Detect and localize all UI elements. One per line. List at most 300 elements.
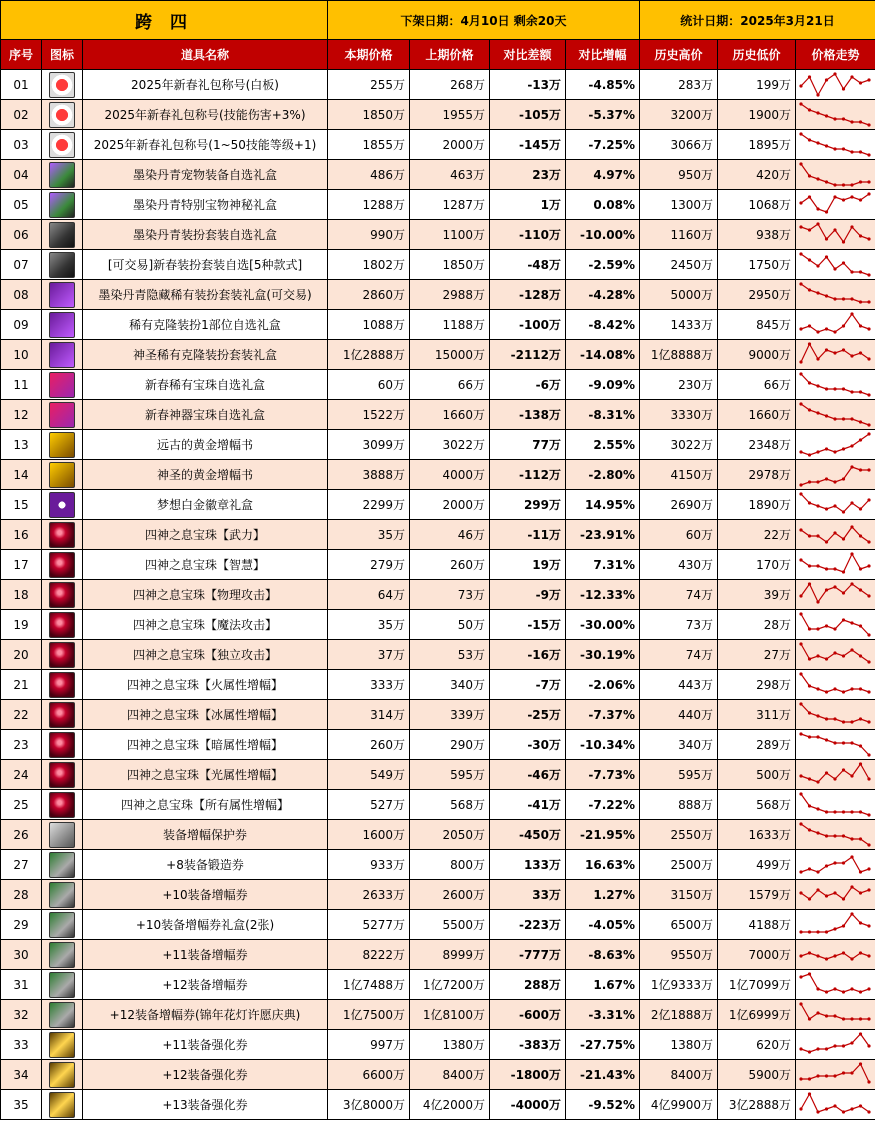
history-high: 2亿1888万 (640, 1000, 718, 1030)
price-difference: -7万 (490, 670, 566, 700)
history-high: 340万 (640, 730, 718, 760)
previous-price: 1188万 (410, 310, 490, 340)
row-index: 20 (1, 640, 42, 670)
change-rate: -4.05% (566, 910, 640, 940)
change-rate: -8.63% (566, 940, 640, 970)
history-high: 3330万 (640, 400, 718, 430)
trend-point (825, 771, 828, 774)
row-index: 30 (1, 940, 42, 970)
history-high: 8400万 (640, 1060, 718, 1090)
history-low: 1亿7099万 (718, 970, 796, 1000)
change-rate: -4.28% (566, 280, 640, 310)
current-price: 1亿2888万 (328, 340, 410, 370)
trend-point (799, 327, 802, 330)
history-low: 500万 (718, 760, 796, 790)
trend-point (842, 741, 845, 744)
current-price: 1亿7488万 (328, 970, 410, 1000)
trend-sparkline (798, 341, 872, 368)
trend-point (850, 648, 853, 651)
amplify-ticket-icon (49, 972, 75, 998)
trend-sparkline (798, 701, 872, 728)
history-low: 2978万 (718, 460, 796, 490)
trend-point (859, 588, 862, 591)
history-low: 568万 (718, 790, 796, 820)
current-price: 2299万 (328, 490, 410, 520)
trend-point (808, 324, 811, 327)
table-row (1, 1060, 875, 1090)
history-high: 3066万 (640, 130, 718, 160)
table-row (1, 550, 875, 580)
row-index: 09 (1, 310, 42, 340)
item-name: 四神之息宝珠【魔法攻击】 (83, 610, 328, 640)
trend-point (808, 897, 811, 900)
row-index: 32 (1, 1000, 42, 1030)
red-gem-icon (49, 762, 75, 788)
amplify-ticket-icon (49, 912, 75, 938)
trend-point (799, 252, 802, 255)
gift-icon (49, 102, 75, 128)
trend-line (801, 224, 869, 242)
history-low: 66万 (718, 370, 796, 400)
col-header-index: 序号 (1, 40, 42, 70)
change-rate: -8.42% (566, 310, 640, 340)
history-low: 199万 (718, 70, 796, 100)
ink-box-icon (49, 162, 75, 188)
trend-point (867, 498, 870, 501)
gold-book-icon (49, 462, 75, 488)
trend-point (867, 753, 870, 756)
trend-cell (796, 670, 875, 700)
trend-point (825, 957, 828, 960)
trend-point (816, 687, 819, 690)
price-difference: -110万 (490, 220, 566, 250)
previous-price: 290万 (410, 730, 490, 760)
trend-sparkline (798, 971, 872, 998)
red-gem-icon (49, 672, 75, 698)
trend-point (850, 1071, 853, 1074)
table-row (1, 310, 875, 340)
item-name: +8装备锻造券 (83, 850, 328, 880)
previous-price: 1660万 (410, 400, 490, 430)
item-name: +13装备强化券 (83, 1090, 328, 1120)
row-icon-cell (42, 70, 83, 100)
col-header-previous-price: 上期价格 (410, 40, 490, 70)
table-row (1, 1030, 875, 1060)
row-icon-cell (42, 190, 83, 220)
trend-point (816, 780, 819, 783)
previous-price: 50万 (410, 610, 490, 640)
trend-point (808, 711, 811, 714)
table-row (1, 970, 875, 1000)
trend-cell (796, 460, 875, 490)
row-index: 25 (1, 790, 42, 820)
trend-point (859, 744, 862, 747)
trend-point (859, 300, 862, 303)
trend-point (808, 408, 811, 411)
trend-point (833, 504, 836, 507)
previous-price: 268万 (410, 70, 490, 100)
table-row (1, 700, 875, 730)
trend-point (833, 1014, 836, 1017)
trend-point (799, 1077, 802, 1080)
history-low: 499万 (718, 850, 796, 880)
price-difference: -450万 (490, 820, 566, 850)
history-low: 4188万 (718, 910, 796, 940)
price-difference: -25万 (490, 700, 566, 730)
previous-price: 8400万 (410, 1060, 490, 1090)
trend-point (859, 420, 862, 423)
table-row (1, 790, 875, 820)
trend-sparkline (798, 161, 872, 188)
red-gem-icon (49, 702, 75, 728)
history-high: 2550万 (640, 820, 718, 850)
change-rate: -21.95% (566, 820, 640, 850)
row-icon-cell (42, 580, 83, 610)
trend-point (867, 867, 870, 870)
trend-line (801, 164, 869, 185)
trend-point (850, 270, 853, 273)
previous-price: 339万 (410, 700, 490, 730)
history-high: 1300万 (640, 190, 718, 220)
trend-cell (796, 70, 875, 100)
trend-point (816, 141, 819, 144)
trend-point (816, 111, 819, 114)
row-icon-cell (42, 1030, 83, 1060)
previous-price: 53万 (410, 640, 490, 670)
current-price: 2633万 (328, 880, 410, 910)
change-rate: -2.80% (566, 460, 640, 490)
trend-point (850, 183, 853, 186)
trend-point (825, 864, 828, 867)
history-high: 4亿9900万 (640, 1090, 718, 1120)
gift-icon (49, 72, 75, 98)
trend-point (867, 237, 870, 240)
price-difference: -1800万 (490, 1060, 566, 1090)
row-index: 14 (1, 460, 42, 490)
row-icon-cell (42, 220, 83, 250)
trend-point (799, 1107, 802, 1110)
row-icon-cell (42, 610, 83, 640)
trend-point (859, 351, 862, 354)
trend-point (816, 1074, 819, 1077)
red-gem-icon (49, 792, 75, 818)
trend-cell (796, 310, 875, 340)
change-rate: -12.33% (566, 580, 640, 610)
row-icon-cell (42, 340, 83, 370)
trend-point (825, 114, 828, 117)
price-difference: -46万 (490, 760, 566, 790)
current-price: 314万 (328, 700, 410, 730)
trend-point (816, 807, 819, 810)
trend-point (825, 78, 828, 81)
trend-cell (796, 100, 875, 130)
price-difference: 1万 (490, 190, 566, 220)
trend-point (842, 618, 845, 621)
trend-point (808, 288, 811, 291)
purple-box-icon (49, 282, 75, 308)
ink-dark-box-icon (49, 222, 75, 248)
trend-point (808, 582, 811, 585)
trend-point (867, 78, 870, 81)
purple-box-icon (49, 312, 75, 338)
trend-point (816, 450, 819, 453)
previous-price: 2600万 (410, 880, 490, 910)
item-name: 四神之息宝珠【独立攻击】 (83, 640, 328, 670)
trend-point (850, 390, 853, 393)
trend-point (867, 888, 870, 891)
trend-point (842, 198, 845, 201)
shield-ticket-icon (49, 822, 75, 848)
trend-point (808, 228, 811, 231)
item-name: 四神之息宝珠【光属性增幅】 (83, 760, 328, 790)
trend-point (850, 720, 853, 723)
trend-point (867, 1044, 870, 1047)
row-index: 13 (1, 430, 42, 460)
trend-point (816, 177, 819, 180)
current-price: 35万 (328, 610, 410, 640)
trend-point (825, 894, 828, 897)
trend-point (833, 297, 836, 300)
item-name: 远古的黄金增幅书 (83, 430, 328, 460)
row-index: 17 (1, 550, 42, 580)
trend-point (816, 654, 819, 657)
trend-point (842, 690, 845, 693)
removal-date: 下架日期：4月10日 剩余20天 (328, 1, 640, 40)
trend-cell (796, 820, 875, 850)
trend-point (850, 885, 853, 888)
current-price: 2860万 (328, 280, 410, 310)
item-name: 神圣的黄金增幅书 (83, 460, 328, 490)
trend-point (799, 792, 802, 795)
red-gem-icon (49, 612, 75, 638)
trend-point (799, 702, 802, 705)
row-index: 29 (1, 910, 42, 940)
trend-point (867, 1017, 870, 1020)
item-name: 新春稀有宝珠自选礼盒 (83, 370, 328, 400)
col-header-history-high: 历史高价 (640, 40, 718, 70)
history-high: 2500万 (640, 850, 718, 880)
history-low: 22万 (718, 520, 796, 550)
trend-point (825, 1047, 828, 1050)
row-icon-cell (42, 490, 83, 520)
red-gem-icon (49, 552, 75, 578)
change-rate: 0.08% (566, 190, 640, 220)
trend-cell (796, 910, 875, 940)
trend-point (867, 123, 870, 126)
trend-point (859, 468, 862, 471)
trend-sparkline (798, 1091, 872, 1118)
history-low: 1633万 (718, 820, 796, 850)
trend-point (833, 183, 836, 186)
trend-point (867, 273, 870, 276)
trend-point (859, 390, 862, 393)
change-rate: -30.00% (566, 610, 640, 640)
trend-sparkline (798, 581, 872, 608)
price-difference: 33万 (490, 880, 566, 910)
trend-point (867, 432, 870, 435)
table-row (1, 400, 875, 430)
trend-point (799, 132, 802, 135)
row-icon-cell (42, 460, 83, 490)
history-high: 60万 (640, 520, 718, 550)
price-difference: -145万 (490, 130, 566, 160)
trend-point (825, 588, 828, 591)
history-high: 5000万 (640, 280, 718, 310)
current-price: 1855万 (328, 130, 410, 160)
table-row (1, 280, 875, 310)
current-price: 37万 (328, 640, 410, 670)
trend-point (833, 717, 836, 720)
history-low: 620万 (718, 1030, 796, 1060)
previous-price: 1380万 (410, 1030, 490, 1060)
history-high: 595万 (640, 760, 718, 790)
gift-icon (49, 132, 75, 158)
trend-point (816, 987, 819, 990)
previous-price: 4000万 (410, 460, 490, 490)
price-difference: -600万 (490, 1000, 566, 1030)
trend-point (833, 777, 836, 780)
trend-point (816, 954, 819, 957)
col-header-icon: 图标 (42, 40, 83, 70)
red-gem-icon (49, 642, 75, 668)
trend-point (859, 180, 862, 183)
trend-point (867, 468, 870, 471)
row-icon-cell (42, 1060, 83, 1090)
trend-point (859, 762, 862, 765)
row-icon-cell (42, 880, 83, 910)
trend-sparkline (798, 551, 872, 578)
table-row (1, 430, 875, 460)
trend-point (833, 891, 836, 894)
previous-price: 66万 (410, 370, 490, 400)
trend-cell (796, 610, 875, 640)
trend-point (799, 492, 802, 495)
trend-cell (796, 280, 875, 310)
trend-point (825, 930, 828, 933)
trend-point (850, 1107, 853, 1110)
trend-point (816, 222, 819, 225)
trend-point (859, 234, 862, 237)
row-icon-cell (42, 250, 83, 280)
trend-point (842, 897, 845, 900)
change-rate: 14.95% (566, 490, 640, 520)
trend-point (799, 282, 802, 285)
trend-sparkline (798, 491, 872, 518)
trend-point (850, 417, 853, 420)
column-header-row (1, 40, 875, 70)
trend-point (867, 357, 870, 360)
change-rate: -10.00% (566, 220, 640, 250)
previous-price: 4亿2000万 (410, 1090, 490, 1120)
trend-line (801, 74, 869, 95)
table-row (1, 520, 875, 550)
item-name: +12装备强化券 (83, 1060, 328, 1090)
trend-point (859, 837, 862, 840)
row-icon-cell (42, 640, 83, 670)
history-high: 74万 (640, 640, 718, 670)
row-index: 23 (1, 730, 42, 760)
price-difference: -223万 (490, 910, 566, 940)
trend-point (825, 327, 828, 330)
item-name: 四神之息宝珠【火属性增幅】 (83, 670, 328, 700)
price-difference: -16万 (490, 640, 566, 670)
history-low: 3亿2888万 (718, 1090, 796, 1120)
current-price: 260万 (328, 730, 410, 760)
history-low: 1068万 (718, 190, 796, 220)
row-index: 03 (1, 130, 42, 160)
trend-point (799, 822, 802, 825)
row-icon-cell (42, 1090, 83, 1120)
trend-point (825, 210, 828, 213)
trend-point (825, 348, 828, 351)
trend-cell (796, 700, 875, 730)
history-low: 1900万 (718, 100, 796, 130)
trend-line (801, 614, 869, 635)
trend-point (833, 687, 836, 690)
price-difference: -48万 (490, 250, 566, 280)
gold-ticket-icon (49, 1032, 75, 1058)
item-name: 新春神器宝珠自选礼盒 (83, 400, 328, 430)
current-price: 1600万 (328, 820, 410, 850)
trend-sparkline (798, 461, 872, 488)
table-row (1, 100, 875, 130)
trend-point (799, 774, 802, 777)
history-low: 298万 (718, 670, 796, 700)
trend-cell (796, 250, 875, 280)
row-icon-cell (42, 760, 83, 790)
current-price: 1850万 (328, 100, 410, 130)
trend-point (867, 777, 870, 780)
trend-point (842, 261, 845, 264)
trend-point (833, 741, 836, 744)
trend-point (833, 387, 836, 390)
table-row (1, 880, 875, 910)
trend-cell (796, 190, 875, 220)
price-difference: -128万 (490, 280, 566, 310)
history-low: 1890万 (718, 490, 796, 520)
history-high: 283万 (640, 70, 718, 100)
trend-point (867, 327, 870, 330)
gold-ticket-icon (49, 1062, 75, 1088)
trend-point (816, 411, 819, 414)
trend-line (801, 1064, 869, 1082)
previous-price: 73万 (410, 580, 490, 610)
trend-point (833, 810, 836, 813)
trend-cell (796, 850, 875, 880)
trend-point (808, 951, 811, 954)
trend-line (801, 314, 869, 332)
trend-point (842, 417, 845, 420)
trend-point (850, 855, 853, 858)
trend-point (842, 720, 845, 723)
trend-sparkline (798, 821, 872, 848)
trend-point (816, 330, 819, 333)
change-rate: -23.91% (566, 520, 640, 550)
trend-point (833, 861, 836, 864)
trend-cell (796, 160, 875, 190)
change-rate: -10.34% (566, 730, 640, 760)
trend-point (842, 147, 845, 150)
history-high: 74万 (640, 580, 718, 610)
trend-point (825, 477, 828, 480)
item-name: 四神之息宝珠【物理攻击】 (83, 580, 328, 610)
price-difference: -100万 (490, 310, 566, 340)
trend-cell (796, 400, 875, 430)
trend-point (850, 687, 853, 690)
history-low: 2348万 (718, 430, 796, 460)
price-difference: -383万 (490, 1030, 566, 1060)
trend-point (842, 570, 845, 573)
